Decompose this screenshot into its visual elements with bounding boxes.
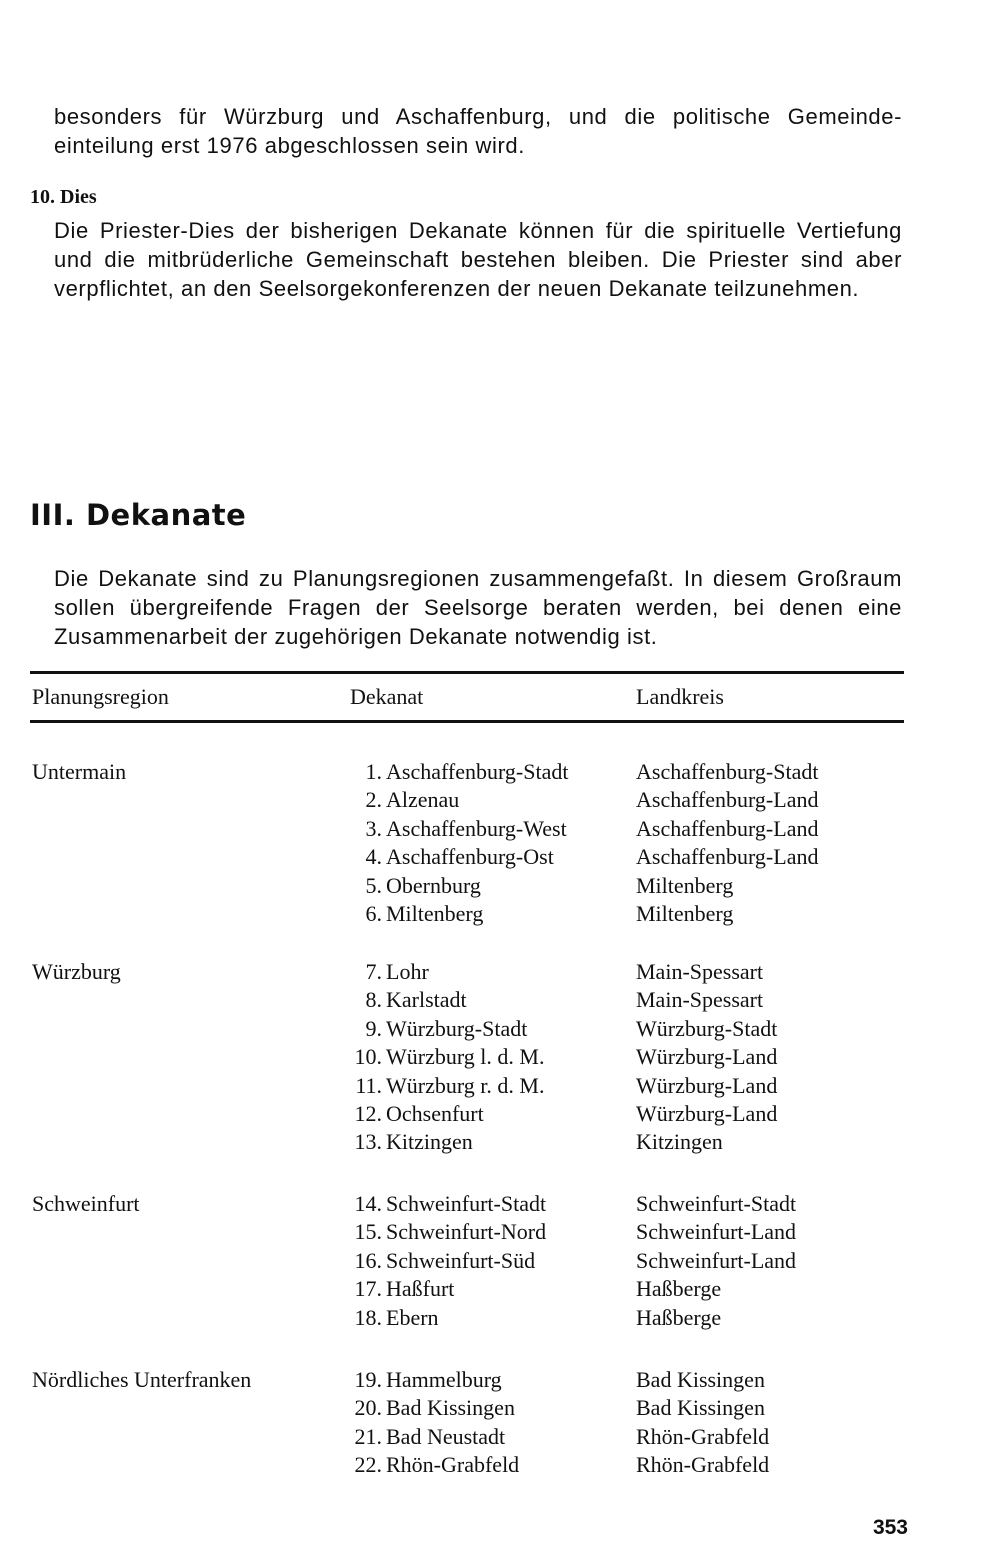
dekanat-cell: Miltenberg <box>386 900 484 926</box>
region-name: Untermain <box>32 759 127 784</box>
section-3-paragraph: Die Dekanate sind zu Planungsregionen zusammengefaßt. In diesem Großraum sollen übergreifende Fragen der Seelsorge beraten werden, bei denen eine Zusammenarbeit der zugehörigen Dekanate notwendig ist. <box>54 566 902 649</box>
table-row <box>350 1072 910 1100</box>
row-number: 9. <box>365 1015 382 1041</box>
row-number: 21. <box>354 1423 382 1449</box>
table-row <box>350 958 910 986</box>
region-name: Nördliches Unterfranken <box>32 1367 252 1392</box>
landkreis-cell: Bad Kissingen <box>636 1367 765 1392</box>
table-row <box>350 815 910 843</box>
table-row <box>350 1218 910 1246</box>
dekanat-cell: Hammelburg <box>386 1367 502 1392</box>
row-number: 4. <box>365 844 382 870</box>
table-row <box>350 872 910 900</box>
landkreis-cell: Main-Spessart <box>636 959 764 984</box>
table-row <box>350 900 910 928</box>
table-row <box>350 1394 910 1422</box>
intro-paragraph: besonders für Würzburg und Aschaffenburg, und die politische Gemeinde-einteilung erst 1976 abgeschlossen sein wird. <box>54 104 902 158</box>
landkreis-cell: Miltenberg <box>636 872 734 898</box>
dekanat-cell: Bad Kissingen <box>386 1395 515 1421</box>
dekanat-cell: Haßfurt <box>386 1276 455 1302</box>
table-row <box>350 758 910 786</box>
row-number: 5. <box>365 872 382 898</box>
dekanat-cell: Ebern <box>386 1304 439 1330</box>
table-row <box>350 1366 910 1394</box>
header-planungsregion: Planungsregion <box>32 684 169 709</box>
row-number: 2. <box>365 787 382 813</box>
region-name: Würzburg <box>32 959 121 984</box>
landkreis-cell: Würzburg-Land <box>636 1044 778 1070</box>
region-rows <box>350 1366 910 1480</box>
row-number: 18. <box>354 1304 382 1330</box>
row-number: 14. <box>354 1191 382 1216</box>
dekanat-cell: Alzenau <box>386 787 460 813</box>
dekanat-cell: Würzburg r. d. M. <box>386 1072 545 1098</box>
landkreis-cell: Schweinfurt-Stadt <box>636 1191 797 1216</box>
table-row <box>350 1275 910 1303</box>
dekanat-cell: Bad Neustadt <box>386 1423 506 1449</box>
dekanat-cell: Aschaffenburg-Ost <box>386 844 554 870</box>
table-row <box>350 1190 910 1218</box>
row-number: 12. <box>354 1100 382 1126</box>
row-number: 22. <box>354 1452 382 1478</box>
table-row <box>350 986 910 1014</box>
dekanat-cell: Kitzingen <box>386 1129 473 1155</box>
landkreis-cell: Haßberge <box>636 1276 722 1302</box>
section-10-paragraph: Die Priester-Dies der bisherigen Dekanate können für die spirituelle Vertiefung und die mitbrüderliche Gemeinschaft bestehen bleiben. Die Priester sind aber verpflichtet, an den Seelsorgekonferenzen der neuen Dekanate teilzunehmen. <box>54 218 902 301</box>
dekanat-cell: Karlstadt <box>386 987 467 1013</box>
landkreis-cell: Miltenberg <box>636 900 734 926</box>
table-row <box>350 1043 910 1071</box>
row-number: 3. <box>365 815 382 841</box>
dekanat-cell: Ochsenfurt <box>386 1100 484 1126</box>
landkreis-cell: Main-Spessart <box>636 987 764 1013</box>
table-row <box>350 1128 910 1156</box>
row-number: 11. <box>355 1072 382 1098</box>
table-row <box>350 1100 910 1128</box>
landkreis-cell: Würzburg-Stadt <box>636 1015 778 1041</box>
row-number: 10. <box>354 1044 382 1070</box>
dekanat-cell: Obernburg <box>386 872 481 898</box>
dekanat-cell: Würzburg-Stadt <box>386 1015 528 1041</box>
table-row <box>350 1247 910 1275</box>
dekanat-cell: Schweinfurt-Stadt <box>386 1191 547 1216</box>
table-row <box>350 843 910 871</box>
landkreis-cell: Haßberge <box>636 1304 722 1330</box>
header-dekanat: Dekanat <box>350 684 424 709</box>
region-rows <box>350 1190 910 1332</box>
section-10-heading: 10. Dies <box>30 186 97 208</box>
row-number: 15. <box>354 1219 382 1245</box>
row-number: 19. <box>354 1367 382 1392</box>
table-row <box>350 1304 910 1332</box>
page-number: 353 <box>872 1516 908 1539</box>
row-number: 16. <box>354 1247 382 1273</box>
section-3-heading: III. Dekanate <box>30 498 247 532</box>
landkreis-cell: Schweinfurt-Land <box>636 1247 797 1273</box>
landkreis-cell: Rhön-Grabfeld <box>636 1452 770 1478</box>
landkreis-cell: Kitzingen <box>636 1129 723 1155</box>
row-number: 17. <box>354 1276 382 1302</box>
table-row <box>350 786 910 814</box>
landkreis-cell: Aschaffenburg-Land <box>636 787 819 813</box>
region-name: Schweinfurt <box>32 1191 140 1216</box>
table-row <box>350 1451 910 1479</box>
row-number: 8. <box>365 987 382 1013</box>
landkreis-cell: Aschaffenburg-Land <box>636 815 819 841</box>
landkreis-cell: Würzburg-Land <box>636 1072 778 1098</box>
header-landkreis: Landkreis <box>636 684 724 709</box>
table-header-rule <box>30 720 904 723</box>
region-rows <box>350 958 910 1157</box>
region-rows <box>350 758 910 928</box>
dekanat-cell: Schweinfurt-Nord <box>386 1219 547 1245</box>
landkreis-cell: Aschaffenburg-Land <box>636 844 819 870</box>
dekanat-cell: Würzburg l. d. M. <box>386 1044 545 1070</box>
row-number: 7. <box>365 959 382 984</box>
dekanat-cell: Aschaffenburg-West <box>386 815 567 841</box>
landkreis-cell: Aschaffenburg-Stadt <box>636 759 819 784</box>
landkreis-cell: Bad Kissingen <box>636 1395 765 1421</box>
landkreis-cell: Rhön-Grabfeld <box>636 1423 770 1449</box>
landkreis-cell: Schweinfurt-Land <box>636 1219 797 1245</box>
table-top-rule <box>30 671 904 674</box>
table-row <box>350 1015 910 1043</box>
dekanat-cell: Rhön-Grabfeld <box>386 1452 520 1478</box>
row-number: 1. <box>365 759 382 784</box>
table-header <box>0 684 1000 714</box>
dekanat-cell: Lohr <box>386 959 429 984</box>
table-row <box>350 1423 910 1451</box>
row-number: 20. <box>354 1395 382 1421</box>
dekanat-cell: Aschaffenburg-Stadt <box>386 759 569 784</box>
row-number: 13. <box>354 1129 382 1155</box>
row-number: 6. <box>365 900 382 926</box>
landkreis-cell: Würzburg-Land <box>636 1100 778 1126</box>
dekanat-cell: Schweinfurt-Süd <box>386 1247 536 1273</box>
